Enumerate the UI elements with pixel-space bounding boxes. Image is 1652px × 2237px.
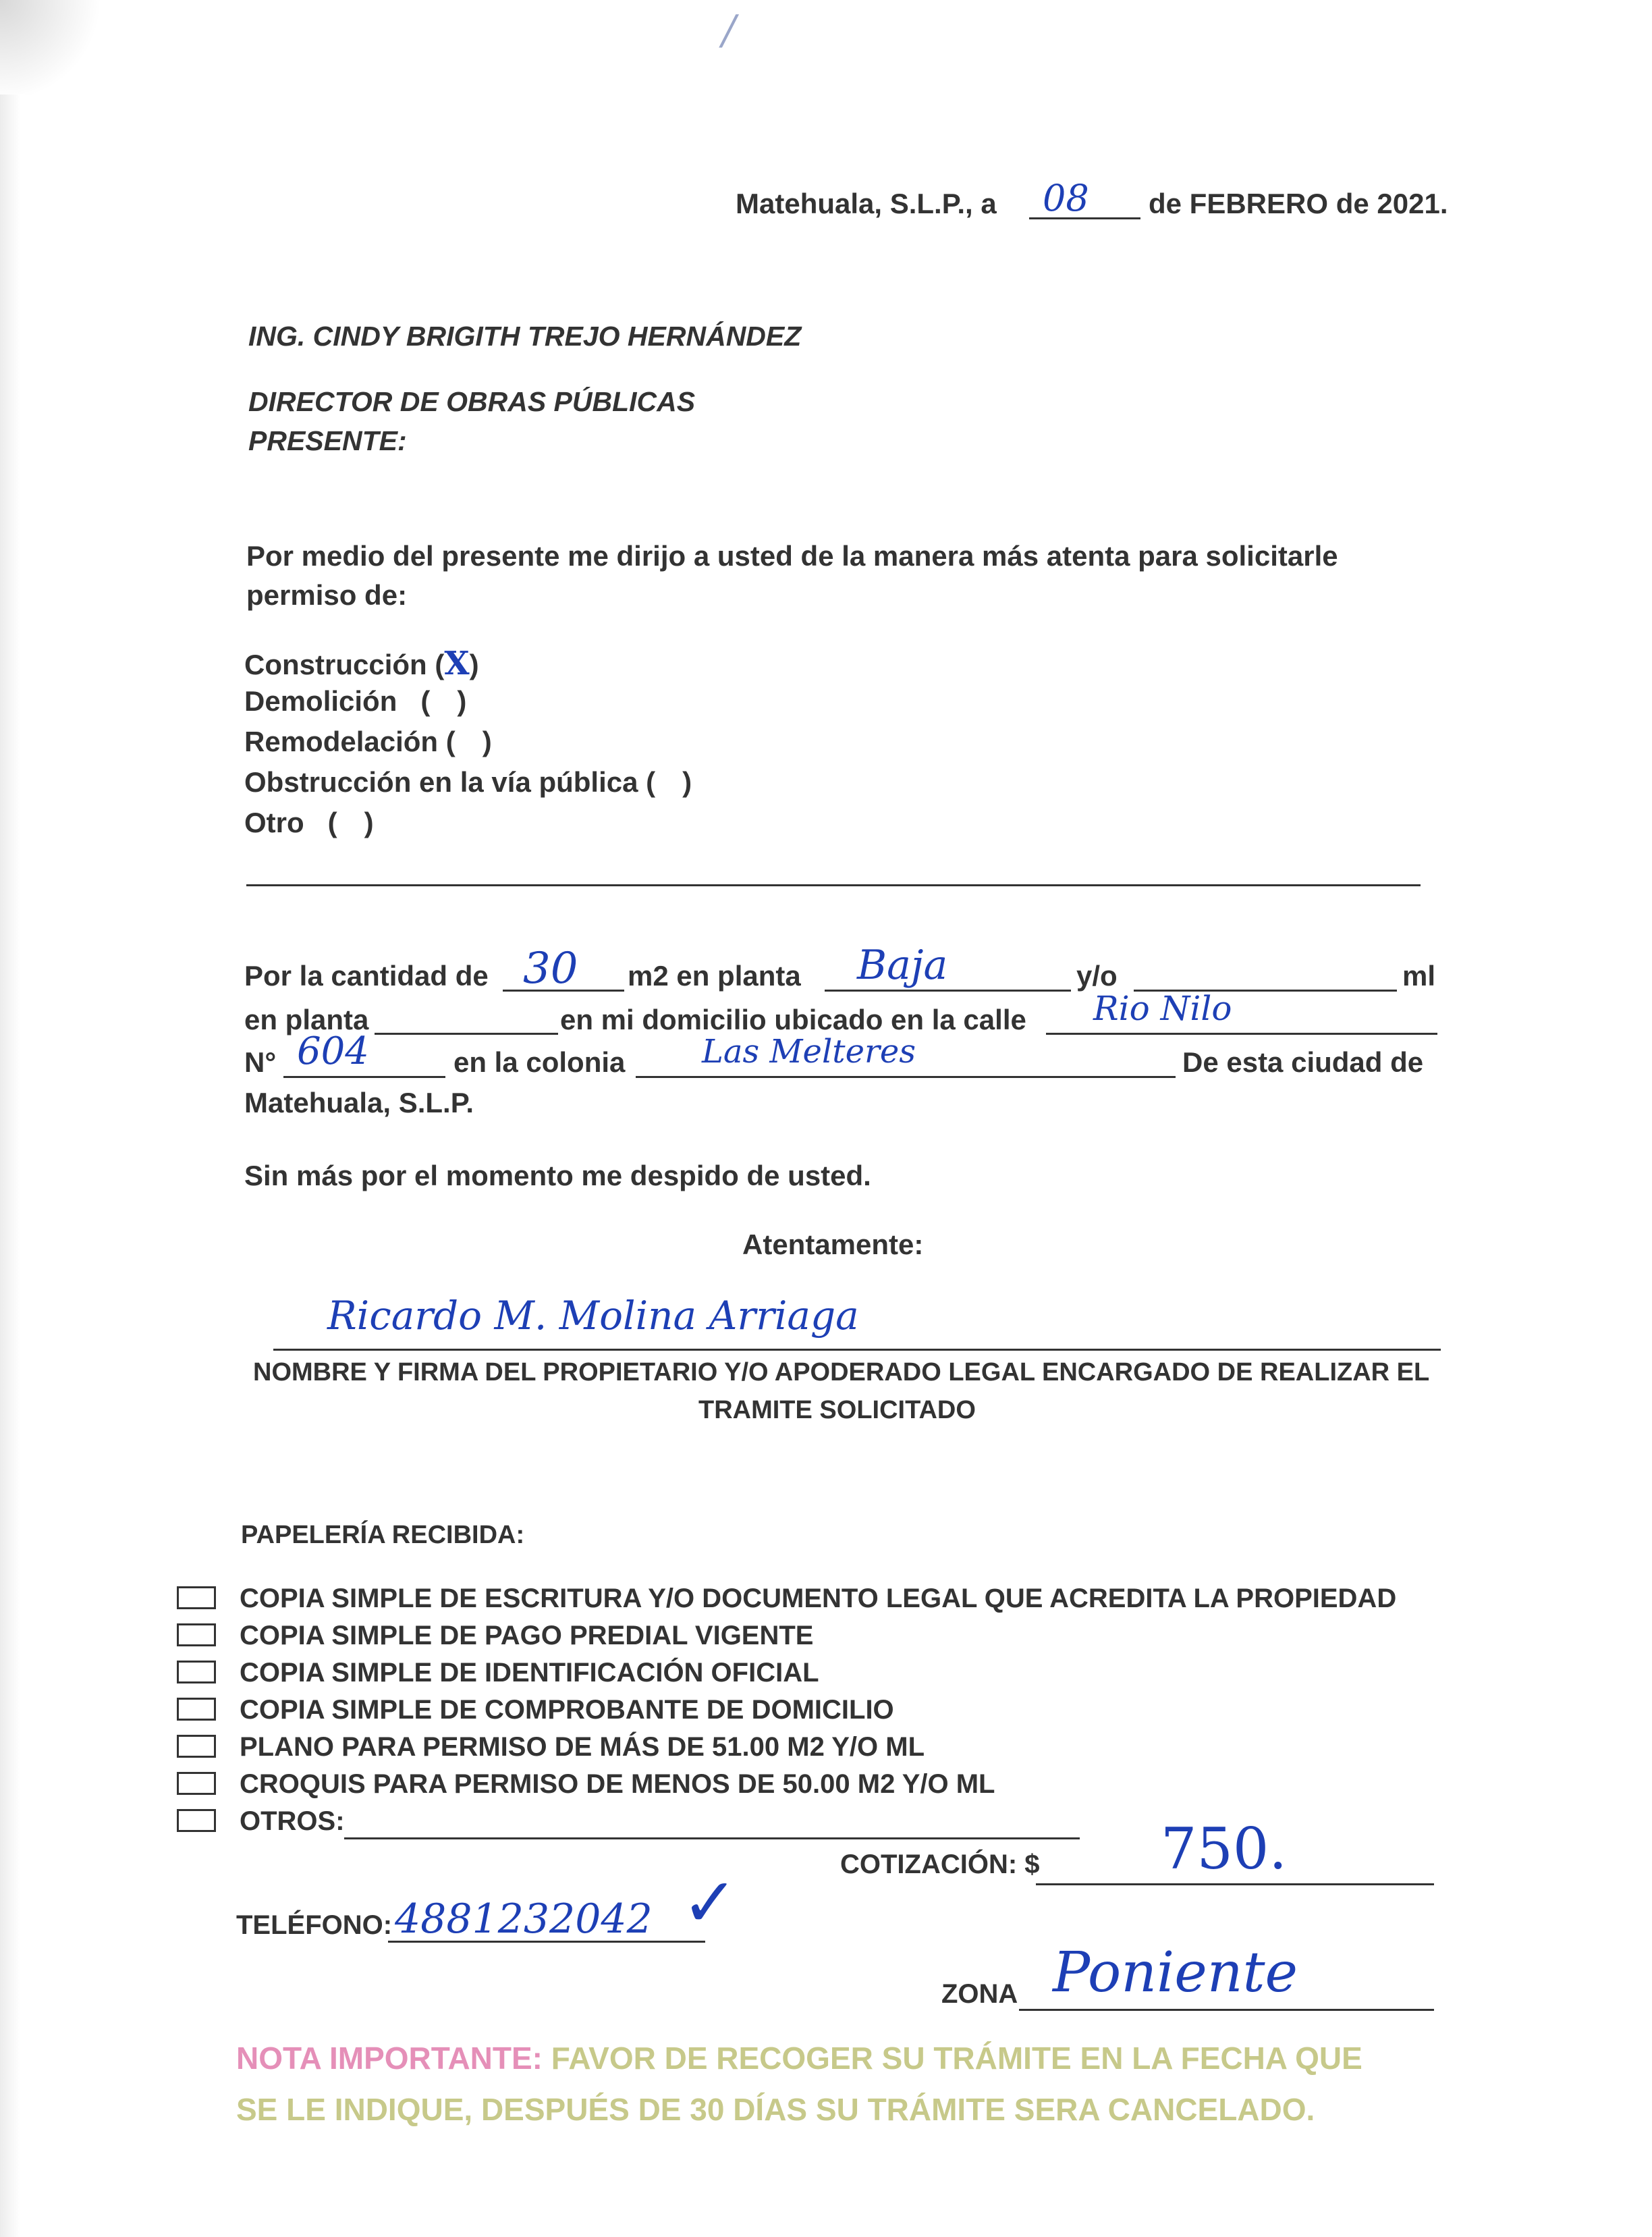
number-value: 604 — [297, 1029, 369, 1073]
scan-corner — [0, 0, 108, 95]
domicilio-label: en mi domicilio ubicado en la calle — [560, 1004, 1026, 1035]
intro-line-1: Por medio del presente me dirijo a usted de la manera más atenta para solicitarle — [246, 540, 1338, 572]
qty-ml-label: ml — [1402, 960, 1436, 992]
papeleria-item: PLANO PARA PERMISO DE MÁS DE 51.00 M2 Y/O ML — [240, 1732, 925, 1762]
day-value: 08 — [1043, 177, 1089, 219]
cotizacion-label: COTIZACIÓN: $ — [840, 1850, 1040, 1879]
signature-line — [273, 1349, 1441, 1351]
qty-yo-label: y/o — [1076, 960, 1118, 992]
papeleria-title: PAPELERÍA RECIBIDA: — [241, 1521, 525, 1549]
planta-line — [825, 990, 1071, 992]
no-label: N° — [244, 1046, 277, 1078]
telefono-label: TELÉFONO: — [236, 1910, 393, 1940]
signature-caption-1: NOMBRE Y FIRMA DEL PROPIETARIO Y/O APODERADO LEGAL ENCARGADO DE REALIZAR EL — [253, 1358, 1430, 1386]
signature-caption-2: TRAMITE SOLICITADO — [698, 1396, 976, 1424]
option-remodelacion: Remodelación ( ) — [244, 726, 492, 757]
colonia-label: en la colonia — [453, 1046, 626, 1078]
intro-line-2: permiso de: — [246, 579, 408, 611]
colonia-line — [636, 1076, 1176, 1078]
otro-line — [246, 884, 1421, 886]
nota-line-1 — [236, 2040, 1362, 2076]
zona-line — [1019, 2009, 1434, 2011]
stray-pen-mark: / — [722, 7, 736, 54]
farewell: Sin más por el momento me despido de usted. — [244, 1160, 871, 1191]
checkbox-escritura[interactable] — [177, 1586, 216, 1609]
checkbox-otros[interactable] — [177, 1809, 216, 1832]
qty-m2-label: m2 en planta — [628, 960, 801, 992]
checkbox-croquis[interactable] — [177, 1772, 216, 1795]
number-line — [283, 1076, 445, 1078]
street-value: Rio Nilo — [1093, 989, 1232, 1028]
checkbox-domicilio[interactable] — [177, 1698, 216, 1721]
nota-text-1: FAVOR DE RECOGER SU TRÁMITE EN LA FECHA QUE — [551, 2041, 1362, 2076]
papeleria-item: OTROS: — [240, 1806, 345, 1836]
atentamente: Atentamente: — [742, 1229, 924, 1260]
qty-amount: 30 — [523, 944, 578, 994]
option-label: Demolición — [244, 685, 397, 717]
qty-prefix: Por la cantidad de — [244, 960, 489, 992]
signature: Ricardo M. Molina Arriaga — [327, 1293, 859, 1339]
en-planta-label: en planta — [244, 1004, 369, 1035]
place-date-prefix: Matehuala, S.L.P., a — [736, 188, 997, 219]
option-label: Remodelación — [244, 726, 439, 757]
option-otro: Otro ( ) — [244, 807, 374, 838]
option-obstruccion: Obstrucción en la vía pública ( ) — [244, 766, 692, 798]
nota-line-2: SE LE INDIQUE, DESPUÉS DE 30 DÍAS SU TRÁMITE SERA CANCELADO. — [236, 2092, 1315, 2127]
option-label: Construcción — [244, 649, 427, 680]
planta-value: Baja — [857, 942, 948, 989]
cotizacion-value: 750. — [1161, 1816, 1288, 1882]
telefono-value: 4881232042 — [395, 1895, 653, 1943]
papeleria-item: COPIA SIMPLE DE PAGO PREDIAL VIGENTE — [240, 1621, 814, 1650]
otros-line — [344, 1837, 1080, 1839]
option-label: Otro — [244, 807, 304, 838]
check-icon: ✓ — [682, 1863, 738, 1942]
cotizacion-line — [1036, 1883, 1434, 1885]
papeleria-item: CROQUIS PARA PERMISO DE MENOS DE 50.00 M2 Y/O ML — [240, 1769, 995, 1799]
recipient-greeting: PRESENTE: — [248, 425, 407, 456]
city: Matehuala, S.L.P. — [244, 1087, 474, 1118]
scan-edge — [0, 0, 20, 2237]
option-construccion: Construcción (X) — [244, 645, 479, 682]
papeleria-item: COPIA SIMPLE DE IDENTIFICACIÓN OFICIAL — [240, 1658, 819, 1688]
recipient-position: DIRECTOR DE OBRAS PÚBLICAS — [248, 386, 696, 417]
papeleria-item: COPIA SIMPLE DE ESCRITURA Y/O DOCUMENTO LEGAL QUE ACREDITA LA PROPIEDAD — [240, 1584, 1397, 1613]
checkbox-identificacion[interactable] — [177, 1661, 216, 1683]
zona-value: Poniente — [1053, 1941, 1298, 2005]
option-mark: X — [444, 645, 470, 682]
checkbox-predial[interactable] — [177, 1623, 216, 1646]
recipient-name: ING. CINDY BRIGITH TREJO HERNÁNDEZ — [248, 321, 802, 352]
month-year: de FEBRERO de 2021. — [1149, 188, 1448, 219]
nota-label: NOTA IMPORTANTE: — [236, 2041, 543, 2076]
zona-label: ZONA — [941, 1979, 1018, 2009]
en-planta-line — [375, 1033, 558, 1035]
checkbox-plano[interactable] — [177, 1735, 216, 1758]
ciudad-label: De esta ciudad de — [1182, 1046, 1424, 1078]
street-line — [1046, 1033, 1437, 1035]
option-demolicion: Demolición ( ) — [244, 685, 467, 717]
colonia-value: Las Melteres — [702, 1033, 916, 1071]
option-label: Obstrucción en la vía pública — [244, 766, 638, 798]
papeleria-item: COPIA SIMPLE DE COMPROBANTE DE DOMICILIO — [240, 1695, 894, 1725]
